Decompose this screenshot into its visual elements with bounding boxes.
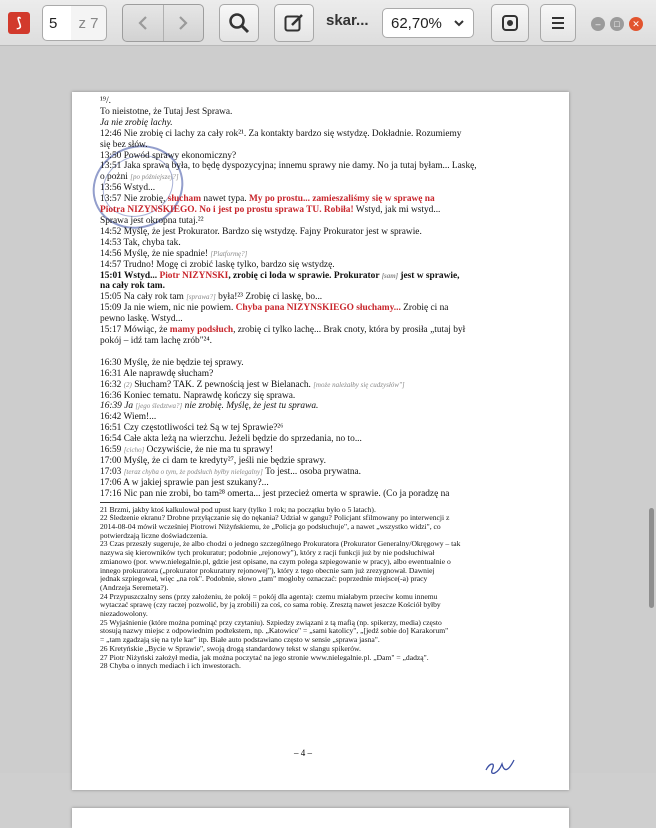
footnote-line: stosują nazwy miejsc z odpowiednim podtekstem, np. „Katowice" = „sami katolicy", „[jedź sobie do] Karakorum": [100, 627, 449, 636]
text-span: , zrobię ci loda w sprawie. Prokurator: [228, 270, 382, 281]
footnote-line: niezadowolony.: [100, 610, 148, 619]
footnote-line: 27 Piotr Niżyński założył media, jak można poczytać na jego stronie www.nielegalnie.pl. „Dam" = „dadzą".: [100, 653, 429, 662]
zoom-select[interactable]: [382, 8, 474, 38]
zoom-value: 62,70%: [391, 14, 442, 32]
edit-icon: [283, 12, 305, 34]
pdf-app-icon: ⟆: [8, 12, 30, 34]
text-span: jest w sprawie,: [398, 270, 460, 281]
footnote-line: zmianowo (por. www.nielegalnie.pl, gdzie jest opisane, na czym polega szpiegowanie w pracy), albo ewentualnie o: [100, 557, 451, 566]
text-line: [100, 325, 545, 336]
minimize-button[interactable]: [591, 17, 605, 31]
text-line: na cały rok tam.: [100, 281, 165, 292]
next-pdf-page: [72, 808, 569, 828]
text-line: 13:51 Jaka sprawa była, to będę dyspozycyjna; innemu sprawy nie damy. No ja tutaj byłam... Laskę,: [100, 161, 477, 172]
highlighted-text: My po prostu... zamieszaliśmy się w sprawę na: [248, 194, 435, 205]
text-line: [100, 194, 545, 205]
footnote-line: 21 Brzmi, jakby ktoś kalkulował pod upust kary (tylko 1 rok; na początku było o 5 latach).: [100, 505, 376, 514]
handwritten-note: [teraz chyba o tym, że podsłuch byłby nielegalny]: [123, 467, 263, 476]
chevron-right-icon: [177, 15, 189, 31]
page-number: – 4 –: [294, 748, 312, 758]
toolbar: [0, 0, 656, 46]
text-line: [100, 172, 545, 183]
page-navigation: [122, 4, 204, 42]
close-icon: ✕: [632, 18, 640, 29]
text-span: 16:39 Ja: [100, 401, 136, 412]
handwritten-note: [po późniejszej?]: [130, 173, 179, 182]
next-page-button[interactable]: [164, 5, 204, 41]
text-line: pewno laskę. Wstyd...: [100, 314, 183, 325]
text-span: 16:32: [100, 379, 124, 390]
text-span: Słucham? TAK. Z pewnością jest w Bielanach.: [131, 379, 314, 390]
text-line: 14:52 Myślę, że jest Prokurator. Bardzo się wstydzę. Fajny Prokurator jest w sprawie.: [100, 226, 422, 237]
text-line: 17:16 Nic pan nie zrobi, bo tam²⁸ omerta... jest przecież omerta w sprawie. (Co ja poradzę na: [100, 488, 450, 499]
footnote-line: nazywa się kierowników tych prokuratur; podobnie „rejonowy"), który z racji funkcji już by nie podsłuchiwał: [100, 549, 435, 558]
highlighted-text: Piotr NIŻYŃSKI: [159, 270, 229, 281]
highlighted-text: Piotra NIŻYŃSKIEGO. No i jest po prostu sprawa TU. Robiła!: [100, 205, 354, 216]
text-span: Oczywiście, że nie ma tu sprawy!: [144, 445, 274, 456]
search-button[interactable]: [219, 4, 259, 42]
text-line: 13:50 Powód sprawy ekonomiczny?: [100, 150, 237, 161]
footnote-line: jednak szpiegował, więc „na rok". Podobnie, słowo „tam" mogłoby oznaczać: poprzednie miejsce(-a) pracy: [100, 575, 428, 584]
handwritten-note: [może należałby się cudzysłów"]: [313, 380, 405, 389]
text-line: [100, 380, 545, 391]
close-button[interactable]: [629, 17, 643, 31]
pdf-page: [72, 92, 569, 790]
text-line: ¹⁹/.: [100, 96, 112, 106]
handwritten-note: [sprawa?]: [186, 293, 216, 302]
text-span: 16:59: [100, 445, 124, 456]
scrollbar-thumb[interactable]: [649, 508, 654, 608]
text-span: Wstyd, jak mi wstyd...: [353, 205, 441, 216]
highlighted-text: Chyba pana NIŻYŃSKIEGO słuchamy...: [235, 303, 401, 314]
page-count: z 7: [71, 5, 107, 41]
text-line: 12:46 Nie zrobię ci lachy za cały rok²¹. Za kontakty bardzo się wstydzę. Dokładnie. Rozumiemy: [100, 128, 462, 139]
footnote-line: 23 Czas przeszły sugeruje, że albo chodzi o jednego szczególnego Prokuratora (Prokurator Generalny/Okręgowy – tak: [100, 540, 461, 549]
text-span: 13:57 Nie zrobię,: [100, 194, 168, 205]
text-span: 15:05 Na cały rok tam: [100, 292, 187, 303]
handwritten-note: [cicho]: [123, 446, 145, 455]
text-span: , zrobię ci tylko lachę... Brak cnoty, która by prosiła „tutaj był: [233, 325, 466, 336]
text-line: 16:42 Wiem!...: [100, 412, 157, 423]
text-line: 16:36 Koniec tematu. Naprawdę kończy się sprawa.: [100, 390, 296, 401]
footnote-line: potwierdzają liczne doświadczenia.: [100, 531, 208, 540]
text-line: 14:57 Trudno! Mogę ci zrobić laskę tylko, bardzo się wstydzę.: [100, 259, 335, 270]
minimize-icon: –: [595, 19, 601, 29]
signature-mark: [482, 756, 522, 778]
text-line: 13:56 Wstyd...: [100, 183, 156, 194]
text-line: [100, 467, 545, 478]
footnote-line: 24 Przypuszczalny sens (przy założeniu, że pokój = pokój dla agenta): czemu miałabym przeciw komu innemu: [100, 592, 438, 601]
settings-button[interactable]: [491, 4, 529, 42]
text-line: [100, 401, 545, 412]
maximize-button[interactable]: [610, 17, 624, 31]
footnote-line: 26 Kretyńskie „Bycie w Sprawie", swoją drogą standardowy tekst w slangu spikerów.: [100, 644, 361, 653]
text-span: 15:17 Mówiąc, że: [100, 325, 170, 336]
text-line: 16:54 Całe akta leżą na wierzchu. Jeżeli będzie do sprzedania, no to...: [100, 434, 362, 445]
text-span: była!²³ Zrobię ci laskę, bo...: [215, 292, 323, 303]
handwritten-note: [sam]: [381, 271, 399, 280]
text-line: 16:30 Myślę, że nie będzie tej sprawy.: [100, 357, 244, 368]
footnote-line: 28 Chyba o innych mediach i ich inwestorach.: [100, 662, 241, 671]
search-icon: [228, 12, 250, 34]
footnote-line: 2014-08-04 mówił wcześniej Piotrowi Niżyńskiemu, że „Policja go podsłuchuje", a nawet „wszystko widzi", co: [100, 523, 441, 532]
footnote-line: (Andrzeja Seremeta?).: [100, 583, 169, 592]
document-title: skar...: [326, 12, 369, 29]
footnote-line: 25 Wyjaśnienie (które można pominąć przy czytaniu). Szpiedzy związani z tą mafią (np. spikerzy, media) często: [100, 618, 442, 627]
footnote-line: 22 Śledzenie ekranu? Drobne przyłączanie się do nękania? Udział w gangu? Policjant sfilmowany po interwencji z: [100, 514, 450, 523]
footnote-line: wytaczać sprawę (czy raczej pozwolić, by ją zrobili) za coś, co sama robię. Zresztą nawet jeszcze Kościół byłby: [100, 601, 441, 610]
footnote-separator: [100, 502, 220, 503]
highlighted-text: mamy podsłuch: [169, 325, 234, 336]
text-line: pokój – idź tam lachę zrób"²⁴.: [100, 335, 212, 346]
chevron-down-icon: [453, 17, 465, 29]
text-span: nawet typa.: [201, 194, 249, 205]
text-line: 17:06 A w jakiej sprawie pan jest szukany?...: [100, 477, 269, 488]
text-span: o pożni: [100, 172, 128, 183]
text-span: 15:09 Ja nie wiem, nic nie powiem.: [100, 303, 236, 314]
text-line: [100, 292, 545, 303]
maximize-icon: □: [614, 19, 620, 29]
text-line: [100, 249, 545, 260]
text-line: [100, 303, 545, 314]
text-line: [100, 205, 545, 216]
text-line: [100, 445, 545, 456]
text-line: 16:51 Czy częstotliwości też Są w tej Sprawie?²⁶: [100, 423, 284, 434]
text-span: 14:56 Myślę, że nie spadnie!: [100, 248, 209, 259]
text-span: Zrobię ci na: [400, 303, 449, 314]
footnote-line: innego prokuratora („prokurator prokuratury rejonowej"), który z tego obecnie sam już zrezygnował. Dawniej: [100, 566, 435, 575]
text-line: Sprawa jest okropna tutaj.²²: [100, 215, 204, 226]
text-span: To jest... osoba prywatna.: [262, 466, 362, 477]
handwritten-note: [jego śledztwa?]: [135, 402, 183, 411]
footnote-line: = „tam zgadzają się na tyle kar" itp. Białe auto podstawiano często w sensie „sprawa jasna".: [100, 636, 380, 645]
text-line: Ja nie zrobię lachy.: [100, 117, 173, 128]
text-line: 17:00 Myślę, że ci dam te kredyty²⁷, jeśli nie będzie sprawy.: [100, 456, 326, 466]
spacer: [100, 347, 545, 358]
previous-page-button[interactable]: [123, 5, 164, 41]
annotate-button[interactable]: [274, 4, 314, 42]
handwritten-note: (2): [123, 380, 132, 389]
gear-icon: [500, 13, 520, 33]
text-line: 16:31 Ale naprawdę słucham?: [100, 368, 214, 379]
handwritten-note: [Platformę?]: [210, 249, 248, 258]
text-line: [100, 271, 545, 282]
text-line: się bez słów.: [100, 139, 148, 150]
chevron-left-icon: [137, 15, 149, 31]
text-span: nie zrobię. Myślę, że jest tu sprawa.: [182, 401, 319, 412]
text-span: 17:03: [100, 466, 124, 477]
text-span: 15:01 Wstyd...: [100, 270, 160, 281]
document-viewer[interactable]: [0, 46, 656, 773]
menu-button[interactable]: [540, 4, 576, 42]
page-text: [100, 96, 545, 671]
hamburger-menu-icon: [551, 16, 565, 30]
highlighted-text: słucham: [167, 194, 202, 205]
text-line: 14:53 Tak, chyba tak.: [100, 237, 181, 248]
page-number-input[interactable]: 5: [42, 5, 72, 41]
text-line: To nieistotne, że Tutaj Jest Sprawa.: [100, 106, 233, 117]
